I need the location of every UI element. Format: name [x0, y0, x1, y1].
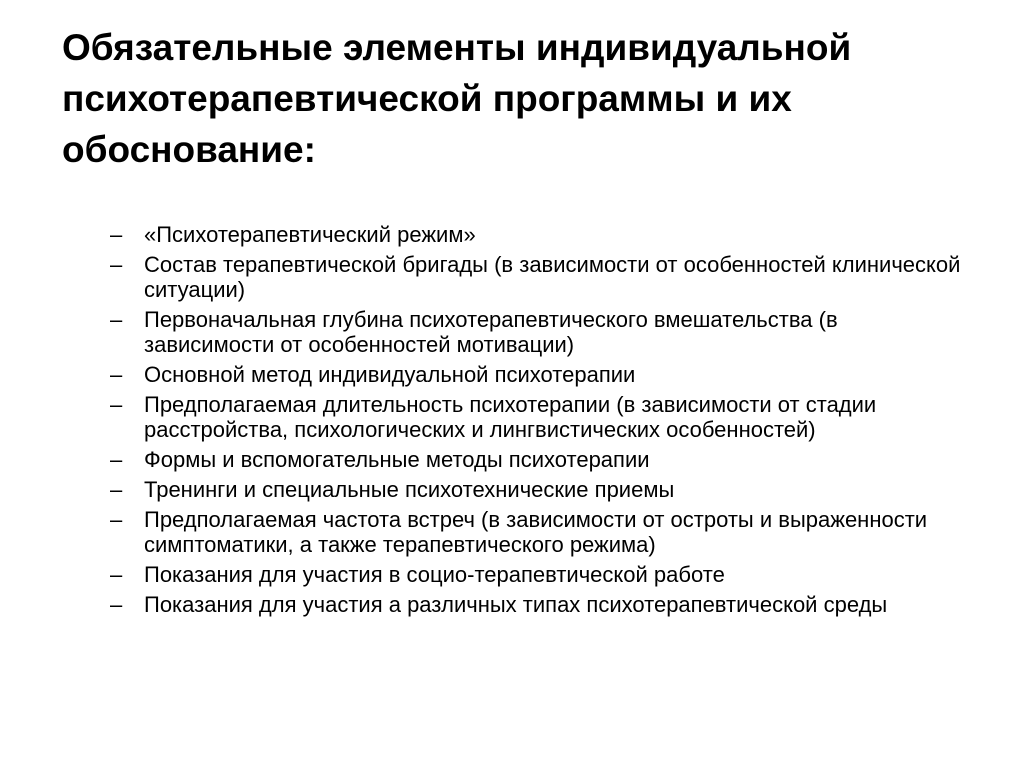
bullet-text: Первоначальная глубина психотерапевтического вмешательства (в зависимости от особенностей мотивации) [144, 307, 838, 357]
bullet-item [110, 222, 970, 247]
bullet-marker: – [110, 307, 123, 332]
bullet-text: Показания для участия а различных типах психотерапевтической среды [144, 592, 888, 617]
bullet-marker: – [110, 477, 123, 502]
bullet-item [110, 592, 970, 617]
bullet-item [110, 392, 970, 442]
bullet-marker: – [110, 222, 123, 247]
bullet-item [110, 307, 970, 357]
bullet-list [110, 222, 970, 622]
bullet-text: Тренинги и специальные психотехнические приемы [144, 477, 675, 502]
bullet-text: Формы и вспомогательные методы психотерапии [144, 447, 650, 472]
bullet-marker: – [110, 507, 123, 532]
bullet-text: Основной метод индивидуальной психотерапии [144, 362, 636, 387]
bullet-text: «Психотерапевтический режим» [144, 222, 476, 247]
bullet-text: Состав терапевтической бригады (в зависимости от особенностей клинической ситуации) [144, 252, 961, 302]
bullet-marker: – [110, 392, 123, 417]
bullet-text: Показания для участия в социо-терапевтической работе [144, 562, 725, 587]
bullet-text: Предполагаемая частота встреч (в зависимости от остроты и выраженности симптоматики, а также терапевтического режима) [144, 507, 928, 557]
bullet-item [110, 362, 970, 387]
bullet-item [110, 477, 970, 502]
slide-title: Обязательные элементы индивидуальной психотерапевтической программы и их обоснование: [62, 27, 852, 170]
bullet-marker: – [110, 252, 123, 277]
bullet-item [110, 562, 970, 587]
bullet-marker: – [110, 447, 123, 472]
bullet-item [110, 447, 970, 472]
bullet-item [110, 507, 970, 557]
bullet-marker: – [110, 592, 123, 617]
bullet-text: Предполагаемая длительность психотерапии (в зависимости от стадии расстройства, психологических и лингвистических особенностей) [144, 392, 877, 442]
bullet-marker: – [110, 562, 123, 587]
bullet-item [110, 252, 970, 302]
bullet-marker: – [110, 362, 123, 387]
